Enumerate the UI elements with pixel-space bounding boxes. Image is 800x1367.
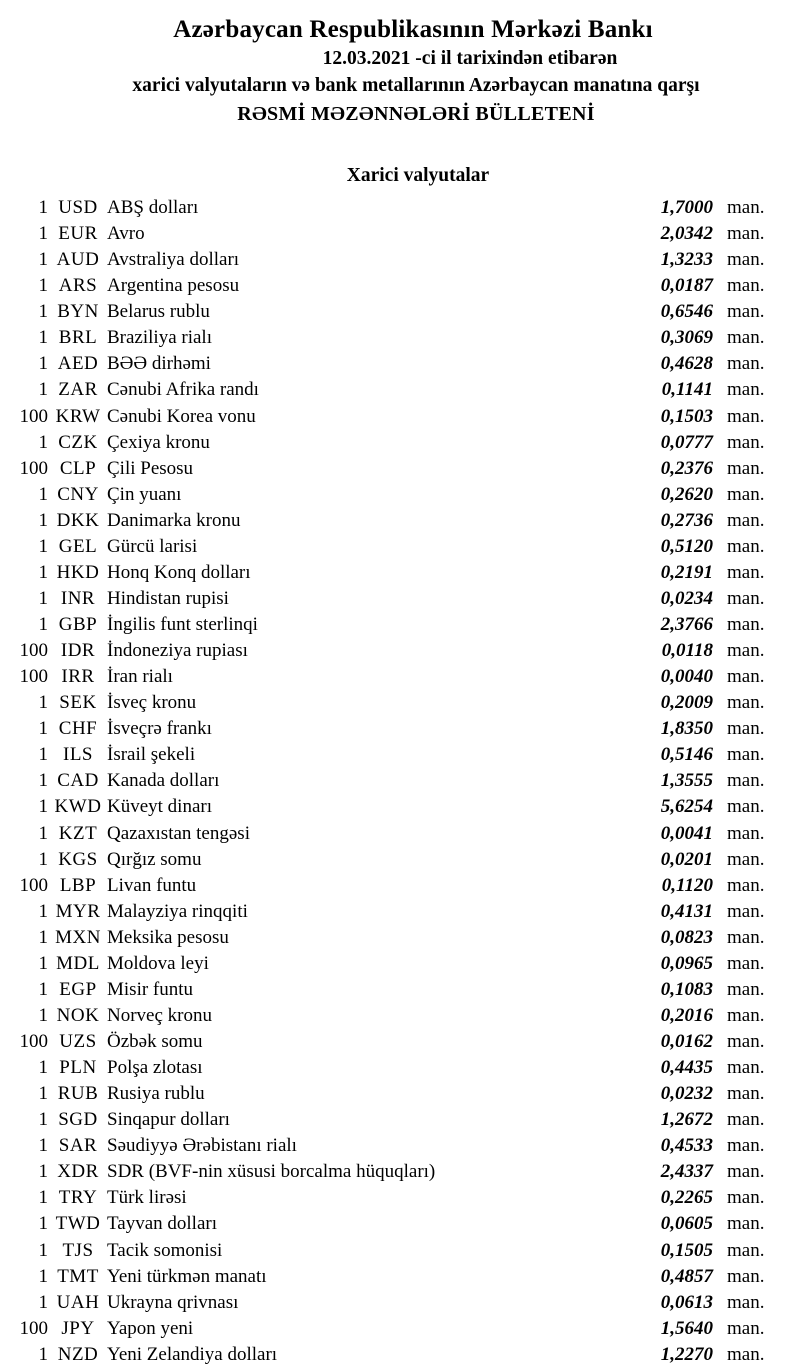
currency-row <box>0 1081 800 1107</box>
currency-row <box>0 716 800 742</box>
currency-name: Tayvan dolları <box>107 1213 217 1235</box>
currency-quantity: 100 <box>19 405 48 427</box>
currency-rate: 0,3069 <box>660 327 713 349</box>
currency-code: MXN <box>55 926 101 948</box>
currency-rate: 0,1141 <box>661 379 713 401</box>
currency-name: İsrail şekeli <box>107 744 196 766</box>
currency-row <box>0 977 800 1003</box>
currency-rate: 0,1505 <box>660 1239 713 1261</box>
currency-quantity: 1 <box>38 978 48 1000</box>
currency-name: İngilis funt sterlinqi <box>107 614 258 635</box>
currency-rate: 0,5120 <box>660 535 713 557</box>
currency-quantity: 1 <box>38 275 48 297</box>
currency-name: İsveçrə frankı <box>107 718 212 740</box>
currency-rate: 0,0201 <box>660 848 713 870</box>
currency-unit-label: man. <box>727 1109 765 1131</box>
currency-name: Çin yuanı <box>107 483 182 505</box>
currency-rate: 0,0232 <box>660 1083 713 1105</box>
currency-quantity: 1 <box>38 1291 48 1313</box>
currency-unit-label: man. <box>727 457 765 479</box>
currency-unit-label: man. <box>727 535 765 557</box>
currency-code: SEK <box>59 692 97 714</box>
currency-rate: 0,4533 <box>660 1135 713 1157</box>
currency-code: NZD <box>57 1343 99 1365</box>
currency-quantity: 1 <box>38 744 48 766</box>
currency-rate: 0,1120 <box>661 874 713 896</box>
currency-row <box>0 247 800 273</box>
currency-unit-label: man. <box>727 275 765 297</box>
currency-quantity: 1 <box>38 796 48 818</box>
currency-unit-label: man. <box>727 666 765 688</box>
currency-rate: 0,0118 <box>661 640 713 662</box>
currency-row <box>0 821 800 847</box>
currency-rate: 2,4337 <box>660 1161 713 1183</box>
currency-row <box>0 1290 800 1316</box>
currency-name: Braziliya rialı <box>107 327 212 349</box>
currency-name: Belarus rublu <box>107 301 210 323</box>
currency-code: GEL <box>58 535 98 557</box>
currency-code: TRY <box>58 1187 98 1209</box>
currency-unit-label: man. <box>727 301 765 323</box>
currency-name: Yeni türkmən manatı <box>107 1265 267 1287</box>
currency-name: İsveç kronu <box>107 692 197 714</box>
currency-quantity: 1 <box>38 1004 48 1026</box>
currency-unit-label: man. <box>727 822 765 844</box>
currency-name: Yeni Zelandiya dolları <box>107 1343 278 1365</box>
currency-quantity: 1 <box>38 587 48 609</box>
currency-code: RUB <box>57 1083 99 1105</box>
currency-unit-label: man. <box>727 1213 765 1235</box>
effective-date-line: 12.03.2021 -ci il tarixindən etibarən <box>322 48 618 69</box>
currency-unit-label: man. <box>727 926 765 948</box>
currency-quantity: 1 <box>38 223 48 245</box>
currency-rate: 2,3766 <box>660 614 713 635</box>
currency-name: Argentina pesosu <box>107 275 240 297</box>
bank-name-title: Azərbaycan Respublikasının Mərkəzi Bankı <box>173 16 653 43</box>
currency-unit-label: man. <box>727 379 765 401</box>
currency-row <box>0 1264 800 1290</box>
currency-row <box>0 430 800 456</box>
currency-unit-label: man. <box>727 718 765 740</box>
currency-code: NOK <box>56 1004 100 1026</box>
currency-quantity: 1 <box>38 770 48 792</box>
currency-rate: 1,3555 <box>660 770 713 792</box>
currency-name: Rusiya rublu <box>107 1083 205 1105</box>
currency-quantity: 1 <box>38 1213 48 1235</box>
currency-rate: 0,0162 <box>660 1031 713 1052</box>
currency-rate: 0,0187 <box>660 275 713 297</box>
currency-code: SAR <box>58 1135 98 1157</box>
currency-row <box>0 612 800 638</box>
currency-row <box>0 1107 800 1133</box>
currency-unit-label: man. <box>727 405 765 427</box>
currency-quantity: 1 <box>38 301 48 323</box>
currency-row <box>0 742 800 768</box>
currency-unit-label: man. <box>727 692 765 714</box>
currency-code: BRL <box>58 327 98 349</box>
currency-name: Ukrayna qrivnası <box>107 1291 239 1313</box>
currency-rate: 0,1083 <box>660 978 713 1000</box>
currency-code: GBP <box>58 614 98 635</box>
currency-quantity: 1 <box>38 1343 48 1365</box>
currency-quantity: 1 <box>38 692 48 714</box>
subtitle-line-2: RƏSMİ MƏZƏNNƏLƏRİ BÜLLETENİ <box>237 103 595 125</box>
currency-unit-label: man. <box>727 1031 765 1052</box>
currency-rate: 1,5640 <box>660 1317 713 1339</box>
currency-quantity: 100 <box>19 666 48 688</box>
currency-quantity: 100 <box>19 874 48 896</box>
currency-row <box>0 690 800 716</box>
currency-name: Danimarka kronu <box>107 509 241 531</box>
currency-quantity: 1 <box>38 1161 48 1183</box>
currency-unit-label: man. <box>727 640 765 662</box>
currency-unit-label: man. <box>727 796 765 818</box>
currency-row <box>0 664 800 690</box>
currency-name: İran rialı <box>107 666 173 688</box>
currency-unit-label: man. <box>727 874 765 896</box>
currency-row <box>0 456 800 482</box>
currency-quantity: 1 <box>38 1239 48 1261</box>
currency-rate: 1,2270 <box>660 1343 713 1365</box>
currency-code: XDR <box>57 1161 99 1183</box>
currency-quantity: 1 <box>38 952 48 974</box>
currency-name: Honq Konq dolları <box>107 561 251 583</box>
currency-code: SGD <box>58 1109 98 1131</box>
currency-row <box>0 560 800 586</box>
currency-name: Türk lirəsi <box>107 1187 187 1209</box>
currency-row <box>0 1185 800 1211</box>
currency-rate: 0,0965 <box>660 952 713 974</box>
currency-name: Küveyt dinarı <box>107 796 213 818</box>
currency-row <box>0 899 800 925</box>
currency-code: CHF <box>58 718 98 740</box>
currency-quantity: 1 <box>38 379 48 401</box>
currency-unit-label: man. <box>727 223 765 245</box>
currency-code: BYN <box>57 301 99 323</box>
currency-unit-label: man. <box>727 978 765 1000</box>
currency-row <box>0 482 800 508</box>
currency-rate: 0,4628 <box>660 353 713 375</box>
currency-unit-label: man. <box>727 1187 765 1209</box>
currency-row <box>0 951 800 977</box>
currency-unit-label: man. <box>727 249 765 271</box>
currency-row <box>0 586 800 612</box>
currency-quantity: 1 <box>38 535 48 557</box>
currency-row <box>0 1159 800 1185</box>
currency-row <box>0 925 800 951</box>
currency-name: Norveç kronu <box>107 1004 212 1026</box>
currency-row <box>0 1133 800 1159</box>
currency-rate: 0,6546 <box>660 301 713 323</box>
currency-rate: 0,2736 <box>660 509 713 531</box>
currency-code: ARS <box>58 275 98 297</box>
currency-name: Çili Pesosu <box>107 457 194 479</box>
currency-code: PLN <box>59 1057 97 1079</box>
currency-code: EGP <box>59 978 97 1000</box>
currency-rate: 0,4435 <box>660 1057 713 1079</box>
currency-rate: 0,2265 <box>660 1187 713 1209</box>
currency-rates-table <box>0 195 800 1367</box>
currency-unit-label: man. <box>727 1161 765 1183</box>
currency-unit-label: man. <box>727 483 765 505</box>
currency-name: Tacik somonisi <box>107 1239 223 1261</box>
currency-rate: 1,3233 <box>660 249 713 271</box>
currency-quantity: 1 <box>38 1265 48 1287</box>
currency-unit-label: man. <box>727 614 765 635</box>
currency-quantity: 100 <box>19 640 48 662</box>
currency-row <box>0 1342 800 1367</box>
currency-row <box>0 794 800 820</box>
currency-rate: 0,0613 <box>660 1291 713 1313</box>
currency-row <box>0 195 800 221</box>
currency-quantity: 1 <box>38 1187 48 1209</box>
currency-quantity: 100 <box>19 1317 48 1339</box>
currency-quantity: 1 <box>38 926 48 948</box>
currency-unit-label: man. <box>727 952 765 974</box>
currency-unit-label: man. <box>727 1057 765 1079</box>
currency-quantity: 1 <box>38 718 48 740</box>
currency-quantity: 1 <box>38 431 48 453</box>
currency-unit-label: man. <box>727 327 765 349</box>
currency-unit-label: man. <box>727 353 765 375</box>
currency-code: MDL <box>56 952 100 974</box>
currency-code: CNY <box>57 483 99 505</box>
currency-unit-label: man. <box>727 1239 765 1261</box>
currency-unit-label: man. <box>727 431 765 453</box>
currency-rate: 0,0040 <box>660 666 713 688</box>
currency-code: LBP <box>59 874 97 896</box>
currency-rate: 0,2376 <box>660 457 713 479</box>
currency-code: KZT <box>58 822 98 844</box>
currency-quantity: 100 <box>19 1031 48 1052</box>
currency-code: UZS <box>59 1031 97 1052</box>
currency-code: HKD <box>56 561 100 583</box>
currency-unit-label: man. <box>727 1317 765 1339</box>
currency-row <box>0 508 800 534</box>
currency-code: ILS <box>63 744 93 766</box>
currency-code: AUD <box>56 249 100 271</box>
currency-code: DKK <box>56 509 100 531</box>
currency-name: Qazaxıstan tengəsi <box>107 822 250 844</box>
currency-code: UAH <box>56 1291 100 1313</box>
currency-quantity: 1 <box>38 848 48 870</box>
currency-quantity: 1 <box>38 1083 48 1105</box>
currency-rate: 0,0041 <box>660 822 713 844</box>
currency-quantity: 100 <box>19 457 48 479</box>
currency-quantity: 1 <box>38 509 48 531</box>
currency-row <box>0 768 800 794</box>
currency-code: MYR <box>55 900 101 922</box>
currency-name: Cənubi Korea vonu <box>107 405 256 427</box>
currency-rate: 0,5146 <box>660 744 713 766</box>
currency-name: Səudiyyə Ərəbistanı rialı <box>107 1135 297 1157</box>
currency-code: TWD <box>55 1213 101 1235</box>
currency-name: Avstraliya dolları <box>107 249 240 271</box>
currency-name: Moldova leyi <box>107 952 209 974</box>
currency-rate: 0,4857 <box>660 1265 713 1287</box>
currency-row <box>0 638 800 664</box>
currency-name: Çexiya kronu <box>107 431 210 453</box>
currency-quantity: 1 <box>38 614 48 635</box>
currency-code: KRW <box>55 405 101 427</box>
currency-row <box>0 351 800 377</box>
currency-unit-label: man. <box>727 770 765 792</box>
currency-rate: 0,1503 <box>660 405 713 427</box>
currency-quantity: 1 <box>38 483 48 505</box>
currency-code: ZAR <box>58 379 98 401</box>
currency-unit-label: man. <box>727 197 765 218</box>
currency-quantity: 1 <box>38 249 48 271</box>
currency-row <box>0 404 800 430</box>
currency-quantity: 1 <box>38 353 48 375</box>
currency-unit-label: man. <box>727 848 765 870</box>
currency-name: ABŞ dolları <box>107 197 199 218</box>
currency-name: Sinqapur dolları <box>107 1109 230 1131</box>
currency-row <box>0 1316 800 1342</box>
currency-rate: 1,7000 <box>660 197 713 218</box>
currency-quantity: 1 <box>38 822 48 844</box>
currency-row <box>0 1055 800 1081</box>
currency-rate: 1,2672 <box>660 1109 713 1131</box>
currency-name: Meksika pesosu <box>107 926 229 948</box>
currency-name: İndoneziya rupiası <box>107 640 248 662</box>
currency-code: EUR <box>58 223 98 245</box>
currency-quantity: 1 <box>38 1057 48 1079</box>
currency-name: BƏƏ dirhəmi <box>107 353 211 375</box>
currency-code: IDR <box>60 640 96 662</box>
currency-name: Özbək somu <box>107 1031 203 1052</box>
currency-unit-label: man. <box>727 1265 765 1287</box>
currency-name: Livan funtu <box>107 874 197 896</box>
currency-code: AED <box>57 353 99 375</box>
currency-code: TMT <box>57 1265 99 1287</box>
currency-unit-label: man. <box>727 1135 765 1157</box>
currency-rate: 0,2191 <box>660 561 713 583</box>
currency-row <box>0 221 800 247</box>
currency-unit-label: man. <box>727 900 765 922</box>
currency-row <box>0 1003 800 1029</box>
currency-code: INR <box>60 587 96 609</box>
currency-row <box>0 873 800 899</box>
currency-name: Polşa zlotası <box>107 1057 203 1079</box>
currency-row <box>0 534 800 560</box>
currency-row <box>0 299 800 325</box>
currency-quantity: 1 <box>38 1109 48 1131</box>
currency-name: Gürcü larisi <box>107 535 198 557</box>
currency-rate: 0,2009 <box>660 692 713 714</box>
currency-name: Avro <box>107 223 145 245</box>
currency-row <box>0 1238 800 1264</box>
currency-quantity: 1 <box>38 1135 48 1157</box>
section-title: Xarici valyutalar <box>346 165 490 186</box>
currency-code: CLP <box>59 457 97 479</box>
currency-rate: 5,6254 <box>660 796 713 818</box>
currency-row <box>0 847 800 873</box>
subtitle-line-1: xarici valyutaların və bank metallarının Azərbaycan manatına qarşı <box>132 75 700 96</box>
currency-name: Misir funtu <box>107 978 194 1000</box>
currency-unit-label: man. <box>727 587 765 609</box>
currency-code: KWD <box>54 796 102 818</box>
currency-quantity: 1 <box>38 327 48 349</box>
currency-quantity: 1 <box>38 900 48 922</box>
currency-rate: 1,8350 <box>660 718 713 740</box>
currency-row <box>0 1029 800 1055</box>
currency-rate: 0,0823 <box>660 926 713 948</box>
currency-code: TJS <box>62 1239 94 1261</box>
currency-name: Yapon yeni <box>107 1317 194 1339</box>
currency-quantity: 1 <box>38 197 48 218</box>
currency-unit-label: man. <box>727 1004 765 1026</box>
currency-rate: 0,2016 <box>660 1004 713 1026</box>
currency-row <box>0 273 800 299</box>
currency-name: Cənubi Afrika randı <box>107 379 259 401</box>
currency-unit-label: man. <box>727 1343 765 1365</box>
currency-rate: 0,4131 <box>660 900 713 922</box>
currency-rate: 0,2620 <box>660 483 713 505</box>
currency-unit-label: man. <box>727 509 765 531</box>
currency-code: IRR <box>61 666 95 688</box>
currency-unit-label: man. <box>727 744 765 766</box>
currency-code: CZK <box>58 431 98 453</box>
currency-name: Kanada dolları <box>107 770 220 792</box>
currency-name: SDR (BVF-nin xüsusi borcalma hüquqları) <box>107 1161 436 1183</box>
currency-code: USD <box>58 197 98 218</box>
currency-code: CAD <box>57 770 99 792</box>
currency-rate: 2,0342 <box>660 223 713 245</box>
currency-rate: 0,0234 <box>660 587 713 609</box>
currency-name: Hindistan rupisi <box>107 587 229 609</box>
currency-name: Qırğız somu <box>107 848 202 870</box>
currency-unit-label: man. <box>727 561 765 583</box>
currency-row <box>0 1211 800 1237</box>
currency-name: Malayziya rinqqiti <box>107 900 248 922</box>
currency-rate: 0,0605 <box>660 1213 713 1235</box>
currency-row <box>0 377 800 403</box>
currency-quantity: 1 <box>38 561 48 583</box>
currency-unit-label: man. <box>727 1291 765 1313</box>
currency-code: KGS <box>58 848 98 870</box>
currency-row <box>0 325 800 351</box>
currency-rate: 0,0777 <box>660 431 713 453</box>
currency-code: JPY <box>61 1317 95 1339</box>
currency-unit-label: man. <box>727 1083 765 1105</box>
